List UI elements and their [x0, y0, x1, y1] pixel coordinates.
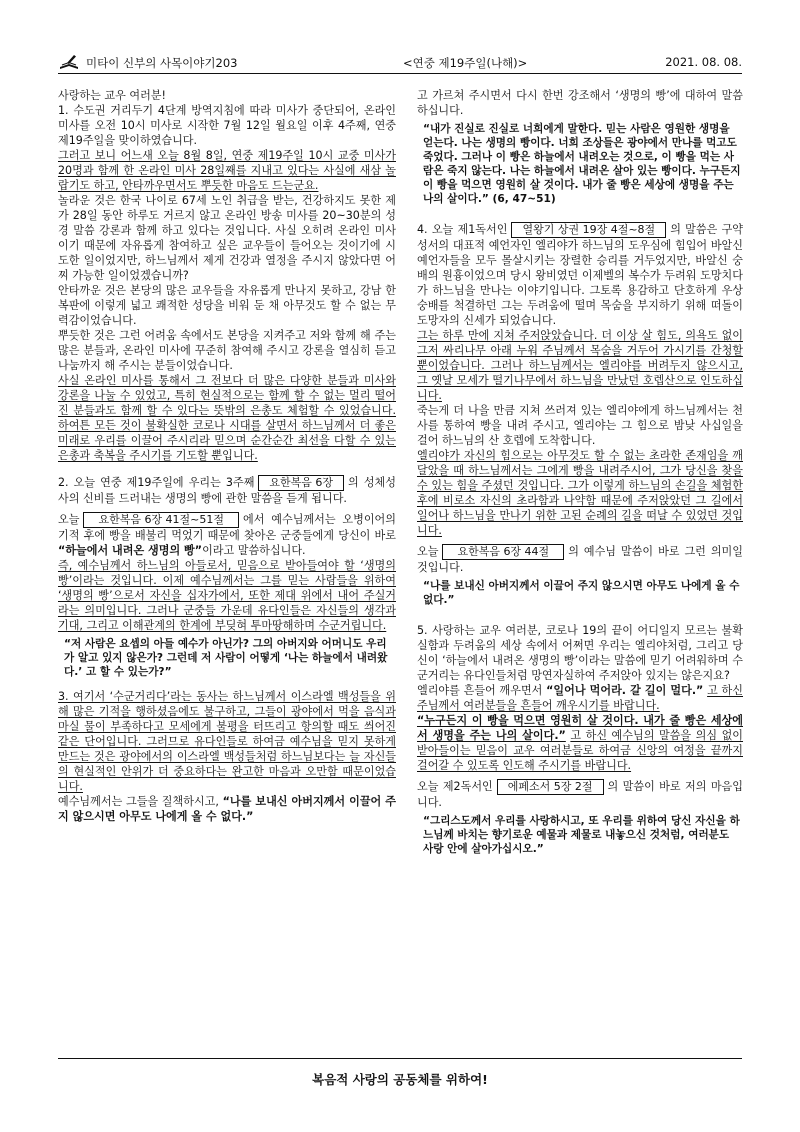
bold-quote-4: “그리스도께서 우리를 사랑하시고, 또 우리를 위하여 당신 자신을 하느님께 바치는 향기로운 예물과 제물로 내놓으신 것처럼, 여러분도 사랑 안에 살아가십시오.” — [423, 815, 740, 855]
paragraph-4f-lead: 오늘 — [417, 545, 439, 558]
paragraph-5d-lead: 오늘 제2독서인 — [417, 780, 493, 793]
paragraph-4b-text: 의 말씀은 구약성서의 대표적 예언자인 엘리야가 하느님의 도우심에 힘입어 바알신 예언자들을 모두 몰살시키는 장렬한 승리를 거두었지만, 바알신 숭배의 원흉이었으며 당시 왕비였던 이제벨의 복수가 두려워 도망치다가 하느님을 만나는 이야기입니다. 그토록 용감하고 단호하게 우상숭배를 척결하던 그는 두려움에 떨며 목숨을 부지하기 위해 떠돌이 도망자의 신세가 되었습니다. — [417, 223, 744, 327]
footer-motto: 복음적 사랑의 공동체를 위하여! — [312, 1072, 488, 1087]
greeting: 사랑하는 교우 여러분! — [58, 89, 166, 102]
paragraph-2a-text: 2. 오늘 연중 제19주일에 우리는 3주째 — [58, 476, 255, 489]
footer-divider — [58, 1058, 742, 1059]
paragraph-1b: 그러고 보니 어느새 오늘 8월 8일, 연중 제19주일 10시 교중 미사가 20명과 함께 한 온라인 미사 28일째를 지내고 있다는 사실에 새삼 놀랍기도 하고, 안타까우면서도 뿌듯한 마음도 드는군요. — [58, 149, 396, 192]
paragraph-4f — [417, 544, 743, 575]
paragraph-2a — [58, 475, 396, 506]
paragraph-2c — [58, 512, 396, 558]
paragraph-2d: 즉, 예수님께서 하느님의 아들로서, 믿음으로 받아들여야 할 ‘생명의 빵’이라는 것입니다. 이제 예수님께서는 그를 믿는 사람들을 위하여 ‘생명의 빵’으로서 자신을 십자가에서, 또한 제대 위에서 내어 주실거라는 의미입니다. 그러나 군중들 가운데 유다인들은 자신들의 생각과 기대, 그리고 이해관계의 한계에 부딪혀 투마땅해하며 수군거립니다. — [58, 559, 396, 632]
liturgical-week: <연중 제19주일(나해)> — [403, 56, 528, 70]
paragraph-1e: 뿌듯한 것은 그런 어려움 속에서도 본당을 지켜주고 저와 함께 해 주는 많은 분들과, 온라인 미사에 꾸준히 참여해 주시고 강론을 열심히 듣고 나눔까지 해 주시는 분들이었습니다. — [58, 329, 396, 372]
book-pen-icon — [58, 54, 80, 70]
paragraph-5d — [417, 779, 743, 810]
paragraph-1a: 1. 수도권 거리두기 4단계 방역지침에 따라 미사가 중단되어, 온라인 미사를 오전 10시 미사로 시작한 7월 12일 월요일 이후 4주째, 연중 제19주일을 맞이하였습니다. — [58, 104, 396, 147]
paragraph-4f-text: 의 예수님 말씀이 바로 그런 의미일 것입니다. — [417, 545, 743, 574]
paragraph-3a: 3. 여기서 ‘수군거리다’라는 동사는 하느님께서 이스라엘 백성들을 위해 많은 기적을 행하셨음에도 불구하고, 그들이 광야에서 먹을 음식과 마실 물이 부족하다고 모세에게 불평을 터뜨리고 항의할 때도 씌어진 같은 단어입니다. 그러므로 유다인들로 하여금 예수님을 믿지 못하게 만드는 것은 광야에서의 이스라엘 백성들처럼 하느님보다는 늘 자신들의 현실적인 안위가 더 중요하다는 완고한 마음과 오만함 때문이었습니다. — [58, 690, 396, 793]
paragraph-2c-text: 에서 예수님께서는 오병이어의 기적 후에 빵을 배불리 먹었기 때문에 찾아온 군중들에게 당신이 바로 — [58, 513, 396, 542]
paragraph-5b-text: 고 하신 주님께서 여러분들을 흔들어 깨우시기를 바랍니다. — [417, 684, 743, 712]
scripture-ref-box: 요한복음 6장 — [258, 475, 344, 491]
paragraph-1f — [58, 373, 396, 463]
newsletter-title: 미타이 신부의 사목이야기203 — [86, 56, 238, 70]
paragraph-3b-text: 예수님께서는 그들을 질책하시고, — [58, 795, 219, 808]
paragraph-1c: 놀라운 것은 한국 나이로 67세 노인 취급을 받는, 건강하지도 못한 제가 28일 동안 하루도 거르지 않고 온라인 방송 미사를 20~30분의 성경 말씀 강론과 함께 하고 있다는 것입니다. 사실 오히려 온라인 미사이기 때문에 자유롭게 참여하고 싶은 교우들이 들어오는 것이기에 시도한 일이었지만, 하느님께서 제게 건강과 열정을 주시지 않았다면 어찌 가능한 일이었겠습니까? — [58, 194, 396, 282]
paragraph-2c-lead: 오늘 — [58, 513, 80, 526]
paragraph-4c-text: 그는 하루 만에 지쳐 주저앉았습니다. 더 이상 살 힘도, 의욕도 없이 그저 싸리나무 아래 누워 주님께서 목숨을 거두어 가시기를 간청할 뿐이었습니다. 그러나 하느님께서는 엘리야를 버려두지 않으시고, 그 옛날 모세가 떨기나무에서 하느님을 만났던 호렙산으로 인도하십니다. — [417, 329, 743, 402]
page-header — [58, 52, 742, 74]
paragraph-4a-text: 4. 오늘 제1독서인 — [417, 223, 508, 236]
paragraph-5a: 5. 사랑하는 교우 여러분, 코로나 19의 끝이 어디일지 모르는 불확실함과 두려움의 세상 속에서 어쩌면 우리는 엘리야처럼, 그리고 당신이 ‘하늘에서 내려온 생명의 빵’이라는 말씀에 믿기 어려워하며 수군거리는 유다인들처럼 망연자실하여 주저앉아 있지는 않은지요? — [417, 624, 743, 682]
scripture-ref-box: 열왕기 상권 19장 4절~8절 — [511, 222, 666, 238]
bold-quote-2: “내가 진실로 진실로 너희에게 말한다. 믿는 사람은 영원한 생명을 얻는다. 나는 생명의 빵이다. 너희 조상들은 광야에서 만나를 먹고도 죽었다. 그러나 이 빵은 하늘에서 내려오는 것으로, 이 빵을 먹는 사람은 죽지 않는다. 나는 하늘에서 내려온 살아 있는 빵이다. 누구든지 이 빵을 먹으면 영원히 살 것이다. 내가 줄 빵은 세상에 생명을 주는 나의 살이다.” (6, 47~51) — [423, 123, 741, 205]
inline-quote: “누구든지 이 빵을 먹으면 영원히 살 것이다. 내가 줄 빵은 세상에서 생명을 주는 나의 살이다.” — [417, 714, 743, 742]
paragraph-4a — [417, 222, 743, 328]
paragraph-5c — [417, 713, 743, 773]
paragraph-3b — [58, 794, 396, 824]
bold-quote-1: “저 사람은 요셉의 아들 예수가 아닌가? 그의 아버지와 어머니도 우리가 알고 있지 않은가? 그런데 저 사람이 어떻게 ‘나는 하늘에서 내려왔다.’ 고 할 수 있는가?” — [64, 638, 388, 678]
left-column — [58, 88, 396, 824]
issue-date: 2021. 08. 08. — [665, 55, 742, 69]
scripture-ref-box: 요한복음 6장 41절~51절 — [83, 512, 239, 528]
scripture-ref-box: 에페소서 5장 2절 — [497, 779, 604, 795]
paragraph-2c-tail: 이라고 말씀하십니다. — [202, 544, 306, 557]
paragraph-4e: 엘리야가 자신의 힘으로는 아무것도 할 수 없는 초라한 존재임을 깨달았을 때 하느님께서는 그에게 빵을 내려주시어, 그가 당신을 찾을 수 있는 힘을 주셨던 것입니다. 그가 이렇게 하느님의 손길을 체험한 후에 비로소 자신의 초라함과 나약함 때문에 주저앉았던 그 길에서 일어나 하느님을 만나기 위한 고된 순례의 길을 떠날 수 있었던 것입니다. — [417, 449, 743, 537]
paragraph-1d: 안타까운 것은 본당의 많은 교우들을 자유롭게 만나지 못하고, 강남 한복판에 이렇게 넓고 쾌적한 성당을 비워 둔 채 아무것도 할 수 없는 무력감이었습니다. — [58, 284, 396, 327]
paragraph-5d-text: 의 말씀이 바로 저의 마음입니다. — [417, 780, 743, 809]
paragraph-2b-text: 의 성체성사의 신비를 드러내는 생명의 빵에 관한 말씀을 듣게 됩니다. — [58, 476, 396, 505]
scripture-ref-box: 요한복음 6장 44절 — [442, 544, 564, 560]
right-column — [417, 88, 743, 860]
bold-quote-3: “나를 보내신 아버지께서 이끌어 주지 않으시면 아무도 나에게 올 수 없다.” — [423, 580, 740, 606]
paragraph-4c — [417, 328, 743, 403]
paragraph-5b-lead: 엘리야를 흔들어 깨우면서 — [417, 684, 543, 697]
paragraph-5c-text: 고 하신 예수님의 말씀을 의심 없이 받아들이는 믿음이 교우 여러분들로 하여금 신앙의 여정을 끝까지 걸어갈 수 있도록 인도해 주시기를 바랍니다. — [417, 729, 744, 772]
paragraph-4d: 죽는게 더 나을 만큼 지쳐 쓰러져 있는 엘리야에게 하느님께서는 천사를 통하여 빵을 내려 주시고, 엘리야는 그 힘으로 밤낮 사십일을 걸어 하느님의 산 호렙에 도착합니다. — [417, 404, 743, 447]
inline-quote: “하늘에서 내려온 생명의 빵” — [58, 544, 203, 557]
paragraph-r1: 고 가르쳐 주시면서 다시 한번 강조해서 ‘생명의 빵’에 대하여 말씀하십니다. — [417, 89, 743, 117]
paragraph-5b — [417, 683, 743, 713]
inline-quote: “나를 보내신 아버지께서 이끌어 주지 않으시면 아무도 나에게 올 수 없다.” — [58, 795, 396, 823]
inline-quote: “일어나 먹어라. 갈 길이 멀다.” — [546, 684, 704, 697]
paragraph-1f-text: 사실 온라인 미사를 통해서 그 전보다 더 많은 다양한 분들과 미사와 강론을 나눌 수 있었고, 특히 현실적으로는 함께 할 수 없는 멀리 떨어진 분들과도 함께 할 수 있다는 뜻밖의 은총도 체험할 수 있었습니다. 하여튼 모든 것이 불확실한 코로나 시대를 살면서 하느님께서 더 좋은 미래로 우리를 이끌어 주시리라 믿으며 순간순간 최선을 다할 수 있는 은총과 축복을 주시기를 기도할 뿐입니다. — [58, 374, 396, 462]
